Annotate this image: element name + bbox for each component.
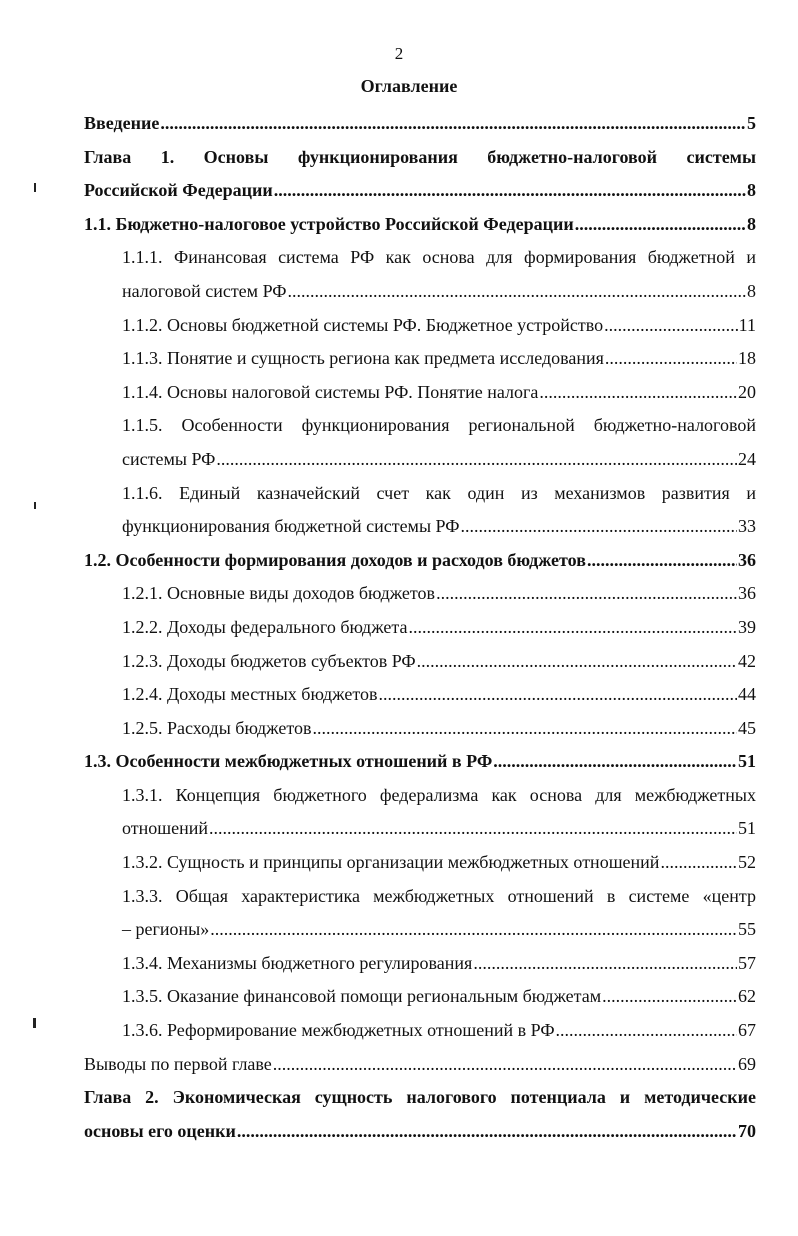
dot-leader [210,913,737,947]
toc-entry [84,980,756,1014]
toc-entry-title: 1.1. Бюджетно-налоговое устройство Российской Федерации [84,213,574,234]
toc-entry-page: 33 [738,516,756,537]
toc-entry [84,611,756,645]
toc-entry-page: 36 [738,583,756,604]
toc-entry-page: 42 [738,650,756,671]
dot-leader [604,309,738,343]
toc-entry [84,342,756,376]
toc-entry [84,477,756,544]
toc-entry-row [122,913,756,947]
toc-entry [84,645,756,679]
scan-mark [34,502,36,509]
toc-entry-title: основы его оценки [84,1120,236,1141]
toc-entry-row [84,107,756,141]
toc-entry [84,745,756,779]
dot-leader [209,812,737,846]
dot-leader [288,275,747,309]
dot-leader [408,611,737,645]
toc-entry-title: налоговой систем РФ [122,280,287,301]
toc-entry-page: 39 [738,616,756,637]
toc-entry [84,409,756,476]
toc-entry [84,577,756,611]
toc-entry-row [122,980,756,1014]
dot-leader [587,544,737,578]
dot-leader [237,1115,737,1149]
toc-entry [84,141,756,208]
dot-leader [417,645,737,679]
toc-entry [84,947,756,981]
toc-entry-page: 51 [738,818,756,839]
toc-entry-row [84,208,756,242]
toc-entry-row [84,1048,756,1082]
toc-entry [84,241,756,308]
dot-leader [160,107,746,141]
toc-entry-row [122,1014,756,1048]
toc-entry-page: 36 [738,549,756,570]
toc-entry [84,846,756,880]
toc-entry-title: 1.1.3. Понятие и сущность региона как предмета исследования [122,348,604,369]
toc-entry-page: 55 [738,919,756,940]
toc-entry-title: 1.3. Особенности межбюджетных отношений в РФ [84,751,493,772]
toc-entry-title: 1.2.2. Доходы федерального бюджета [122,616,408,637]
dot-leader [312,712,737,746]
toc-entry-first-line: Глава 1. Основы функционирования бюджетно-налоговой системы [84,146,756,167]
toc-entry [84,678,756,712]
toc-entry-row [122,577,756,611]
toc-entry-first-line: Глава 2. Экономическая сущность налогового потенциала и методические [84,1087,756,1108]
toc-entry-page: 45 [738,717,756,738]
toc-entry-title: 1.2.5. Расходы бюджетов [122,717,312,738]
toc-title: Оглавление [360,76,458,96]
toc-entry-page: 5 [747,113,756,133]
toc-entry [84,309,756,343]
toc-entry-title: 1.2.4. Доходы местных бюджетов [122,684,378,705]
toc-entry-page: 8 [747,280,756,301]
toc-entry-row [122,443,756,477]
toc-entry-row [122,342,756,376]
toc-entry-title: 1.1.2. Основы бюджетной системы РФ. Бюджетное устройство [122,314,604,335]
toc-entry-row [122,376,756,410]
dot-leader [216,443,737,477]
toc-entry-row [122,645,756,679]
toc-entry-row [122,678,756,712]
toc-entry-title: 1.3.4. Механизмы бюджетного регулирования [122,952,473,973]
toc-entry-page: 44 [738,684,756,705]
toc-entry-page: 8 [747,180,756,201]
toc-entry-row [122,712,756,746]
toc-entry-page: 70 [738,1120,756,1141]
toc-entry-page: 51 [738,751,756,772]
toc-entry-row [84,745,756,779]
toc-entry-page: 62 [738,986,756,1007]
toc-entry-title: 1.2. Особенности формирования доходов и расходов бюджетов [84,549,586,570]
toc-entry-title: Российской Федерации [84,180,273,201]
toc-entry-page: 8 [747,213,756,234]
toc-entry-row [122,812,756,846]
toc-entry [84,544,756,578]
toc-entry-title: 1.3.2. Сущность и принципы организации межбюджетных отношений [122,852,660,873]
toc-entry-title: отношений [122,818,209,839]
toc-entry [84,1014,756,1048]
table-of-contents [84,107,756,1148]
toc-entry [84,712,756,746]
dot-leader [602,980,737,1014]
toc-entry-row [122,510,756,544]
toc-entry-row [122,309,756,343]
toc-entry-row [122,275,756,309]
toc-entry [84,880,756,947]
toc-entry-first-line: 1.1.1. Финансовая система РФ как основа для формирования бюджетной и [122,247,756,268]
toc-entry-first-line: 1.1.5. Особенности функционирования региональной бюджетно-налоговой [122,415,756,436]
toc-entry-page: 57 [738,952,756,973]
toc-entry-title: 1.2.1. Основные виды доходов бюджетов [122,583,436,604]
toc-entry-row [84,174,756,208]
toc-entry-row [84,1115,756,1149]
toc-entry-page: 20 [738,381,756,402]
toc-entry-row [84,544,756,578]
dot-leader [660,846,737,880]
dot-leader [274,174,746,208]
toc-entry [84,1081,756,1148]
toc-entry-page: 52 [738,852,756,873]
dot-leader [378,678,737,712]
dot-leader [575,208,746,242]
toc-entry [84,208,756,242]
dot-leader [436,577,737,611]
toc-entry-page: 24 [738,448,756,469]
dot-leader [273,1048,737,1082]
toc-entry-title: – регионы» [122,919,210,940]
toc-entry-page: 18 [738,348,756,369]
toc-entry-title: 1.1.4. Основы налоговой системы РФ. Понятие налога [122,381,539,402]
toc-entry [84,376,756,410]
page-number: 2 [394,44,404,63]
toc-entry-page: 67 [738,1020,756,1041]
toc-entry-title: 1.3.5. Оказание финансовой помощи региональным бюджетам [122,986,602,1007]
dot-leader [539,376,737,410]
toc-entry-first-line: 1.3.1. Концепция бюджетного федерализма как основа для межбюджетных [122,784,756,805]
dot-leader [493,745,737,779]
toc-entry-page: 11 [738,314,756,335]
scan-mark [34,183,36,192]
dot-leader [473,947,737,981]
toc-entry-title: функционирования бюджетной системы РФ [122,516,460,537]
scan-mark [33,1018,36,1028]
toc-entry [84,779,756,846]
dot-leader [556,1014,737,1048]
toc-entry-row [122,611,756,645]
dot-leader [605,342,737,376]
toc-entry-row [122,846,756,880]
toc-entry-first-line: 1.1.6. Единый казначейский счет как один из механизмов развития и [122,482,756,503]
toc-entry-title: Введение [84,113,160,133]
toc-entry-title: Выводы по первой главе [84,1053,272,1074]
toc-entry-title: 1.3.6. Реформирование межбюджетных отношений в РФ [122,1020,555,1041]
toc-entry-title: системы РФ [122,448,216,469]
dot-leader [460,510,737,544]
toc-entry [84,1048,756,1082]
toc-entry [84,107,756,141]
toc-entry-title: 1.2.3. Доходы бюджетов субъектов РФ [122,650,416,671]
toc-entry-row [122,947,756,981]
toc-entry-page: 69 [738,1053,756,1074]
toc-entry-first-line: 1.3.3. Общая характеристика межбюджетных отношений в системе «центр [122,885,756,906]
